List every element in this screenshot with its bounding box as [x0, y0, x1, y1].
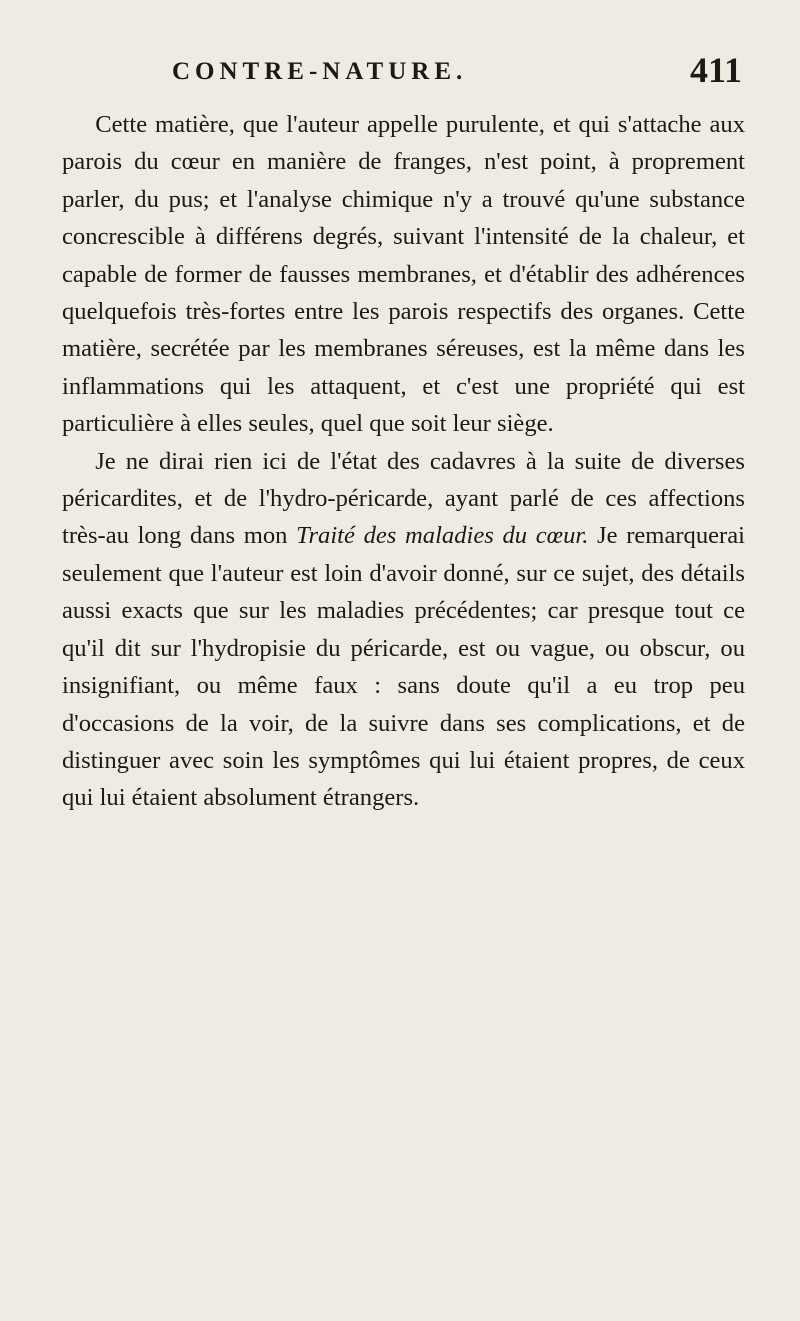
paragraph-1: Cette matière, que l'auteur appelle purulente, et qui s'attache aux parois du cœur en manière de franges, n'est point, à proprement parler, du pus; et l'analyse chimique n'y a trouvé qu'une substance concrescible à différens degrés, suivant l'intensité de la chaleur, et capable de former de fausses membranes, et d'établir des adhérences quelquefois très-fortes entre les parois respectifs des organes. Cette matière, secrétée par les membranes séreuses, est la même dans les inflammations qui les attaquent, et c'est une propriété qui est particulière à elles seules, quel que soit leur siège.	[62, 111, 745, 438]
page-number: 411	[690, 50, 743, 90]
running-head	[60, 50, 780, 94]
paragraph-2-text-after-title: Je remarquerai seulement que l'auteur est loin d'avoir donné, sur ce sujet, des détails aussi exacts que sur les maladies précédentes; car presque tout ce qu'il dit sur l'hydropisie du péricarde, est ou vague, ou obscur, ou insignifiant, ou même faux : sans doute qu'il a eu trop peu d'occasions de la voir, de la suivre dans ses complications, et de distinguer avec soin les symptômes qui lui étaient propres, de ceux qui lui étaient absolument étrangers.	[62, 522, 745, 812]
cited-book-title: Traité des maladies du cœur.	[296, 522, 589, 550]
paragraph-2-text-before-title: Je ne dirai rien ici de l'état des cadavres à la suite de diverses péricardites, et de l'hydro-péricarde, ayant parlé de ces affections très-au long dans mon	[62, 447, 745, 550]
body-text	[62, 106, 745, 817]
running-head-title: CONTRE-NATURE.	[172, 58, 468, 85]
paragraph-2	[62, 443, 745, 817]
